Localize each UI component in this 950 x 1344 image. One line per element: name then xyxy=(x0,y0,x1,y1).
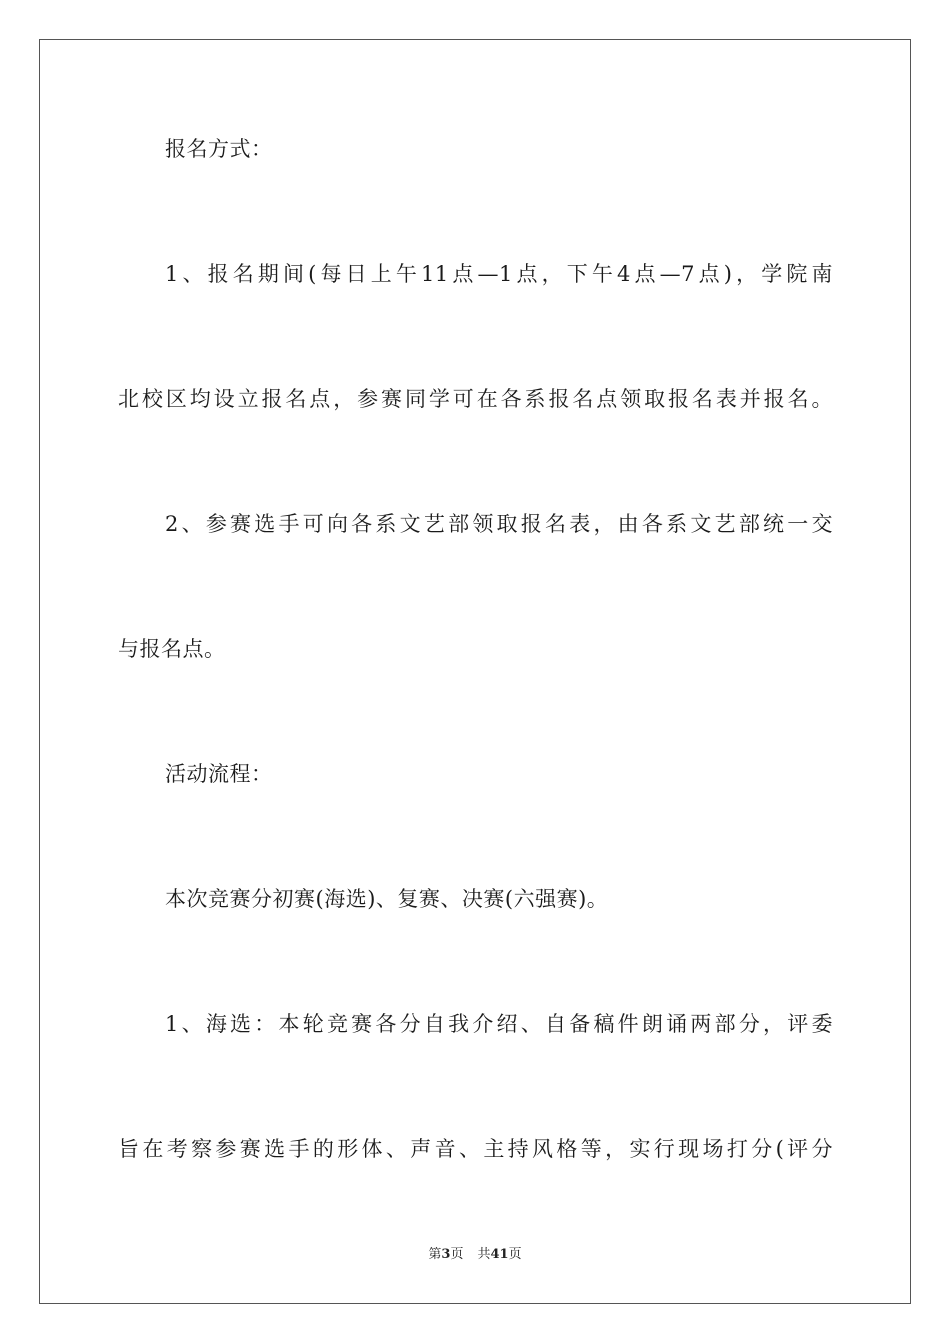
page-border xyxy=(39,39,911,1304)
paragraph-line-6: 活动流程： xyxy=(165,762,273,786)
paragraph-line-9: 旨在考察参赛选手的形体、声音、主持风格等，实行现场打分(评分 xyxy=(118,1137,833,1161)
footer-total-prefix: 共 xyxy=(477,1247,491,1262)
footer-page-number: 3 xyxy=(441,1247,451,1262)
footer-total-suffix: 页 xyxy=(508,1247,522,1262)
footer-page-suffix: 页 xyxy=(450,1247,464,1262)
paragraph-line-2: 1、报名期间(每日上午11点—1点，下午4点—7点)，学院南 xyxy=(165,262,833,286)
paragraph-line-3: 北校区均设立报名点，参赛同学可在各系报名点领取报名表并报名。 xyxy=(118,387,833,411)
paragraph-line-5: 与报名点。 xyxy=(118,637,226,661)
page-footer xyxy=(0,1246,950,1264)
paragraph-line-1: 报名方式： xyxy=(165,137,273,161)
paragraph-line-4: 2、参赛选手可向各系文艺部领取报名表，由各系文艺部统一交 xyxy=(165,512,833,536)
paragraph-line-8: 1、海选：本轮竞赛各分自我介绍、自备稿件朗诵两部分，评委 xyxy=(165,1012,833,1036)
footer-page-prefix: 第 xyxy=(428,1247,442,1262)
footer-total-pages: 41 xyxy=(490,1247,509,1262)
paragraph-line-7: 本次竞赛分初赛(海选)、复赛、决赛(六强赛)。 xyxy=(165,887,609,911)
